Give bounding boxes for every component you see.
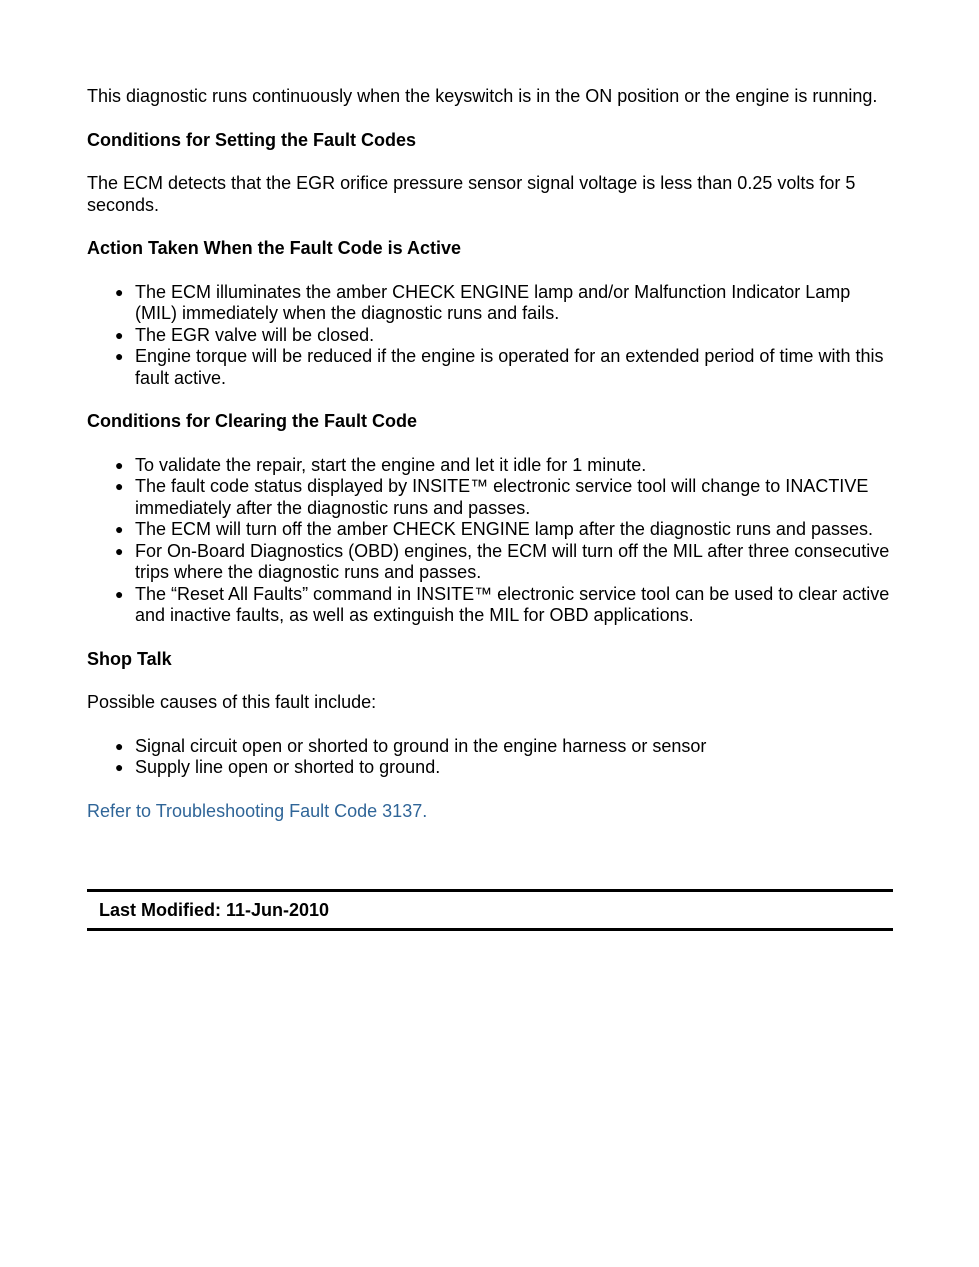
intro-paragraph: This diagnostic runs continuously when the keyswitch is in the ON position or the engine is running. — [87, 86, 878, 106]
list-item — [115, 540, 893, 584]
list-item-text: Engine torque will be reduced if the engine is operated for an extended period of time with this fault active. — [135, 346, 884, 388]
footer-bar — [87, 889, 893, 931]
bullet-icon: ● — [115, 478, 124, 494]
shop-talk-heading: Shop Talk — [87, 648, 172, 669]
bullet-icon: ● — [115, 542, 124, 559]
bullet-icon: ● — [115, 585, 124, 602]
list-item-text: Signal circuit open or shorted to ground in the engine harness or sensor — [135, 735, 707, 756]
list-item-text: The ECM illuminates the amber CHECK ENGINE lamp and/or Malfunction Indicator Lamp (MIL) immediately when the diagnostic runs and fails. — [135, 281, 851, 323]
bullet-icon: ● — [115, 737, 124, 754]
list-item — [115, 324, 893, 347]
bullet-icon: ● — [115, 456, 124, 473]
causes-list — [87, 736, 893, 779]
list-item — [115, 454, 893, 477]
clearing-list — [87, 455, 893, 627]
list-item — [115, 735, 893, 758]
bullet-icon: ● — [115, 759, 124, 775]
list-item-text: For On-Board Diagnostics (OBD) engines, the ECM will turn off the MIL after three consecutive trips where the diagnostic runs and passes. — [135, 540, 890, 582]
list-item-text: The fault code status displayed by INSITE™ electronic service tool will change to INACTIVE immediately after the diagnostic runs and passes. — [135, 476, 869, 518]
bullet-icon: ● — [115, 348, 124, 364]
clearing-heading: Conditions for Clearing the Fault Code — [87, 411, 417, 431]
setting-paragraph: The ECM detects that the EGR orifice pressure sensor signal voltage is less than 0.25 volts for 5 seconds. — [87, 173, 856, 215]
bullet-icon: ● — [115, 521, 124, 537]
list-item — [115, 757, 893, 779]
document-body — [87, 86, 893, 844]
reference-paragraph — [87, 801, 893, 823]
list-item — [115, 346, 893, 389]
bullet-icon: ● — [115, 283, 124, 300]
list-item-text: The EGR valve will be closed. — [135, 324, 375, 345]
last-modified-label: Last Modified: 11-Jun-2010 — [99, 900, 330, 920]
list-item — [115, 583, 893, 627]
action-heading: Action Taken When the Fault Code is Active — [87, 238, 462, 258]
bullet-icon: ● — [115, 326, 124, 343]
list-item-text: The “Reset All Faults” command in INSITE™ electronic service tool can be used to clear active and inactive faults, as well as extinguish the MIL for OBD applications. — [135, 583, 890, 625]
action-list — [87, 282, 893, 390]
setting-heading: Conditions for Setting the Fault Codes — [87, 129, 416, 150]
list-item — [115, 281, 893, 325]
list-item — [115, 519, 893, 541]
list-item — [115, 476, 893, 519]
list-item-text: To validate the repair, start the engine and let it idle for 1 minute. — [135, 454, 647, 475]
list-item-text: The ECM will turn off the amber CHECK ENGINE lamp after the diagnostic runs and passes. — [135, 519, 873, 539]
list-item-text: Supply line open or shorted to ground. — [135, 757, 441, 777]
troubleshooting-link[interactable]: Refer to Troubleshooting Fault Code 3137. — [87, 800, 428, 821]
shop-talk-paragraph: Possible causes of this fault include: — [87, 692, 377, 712]
